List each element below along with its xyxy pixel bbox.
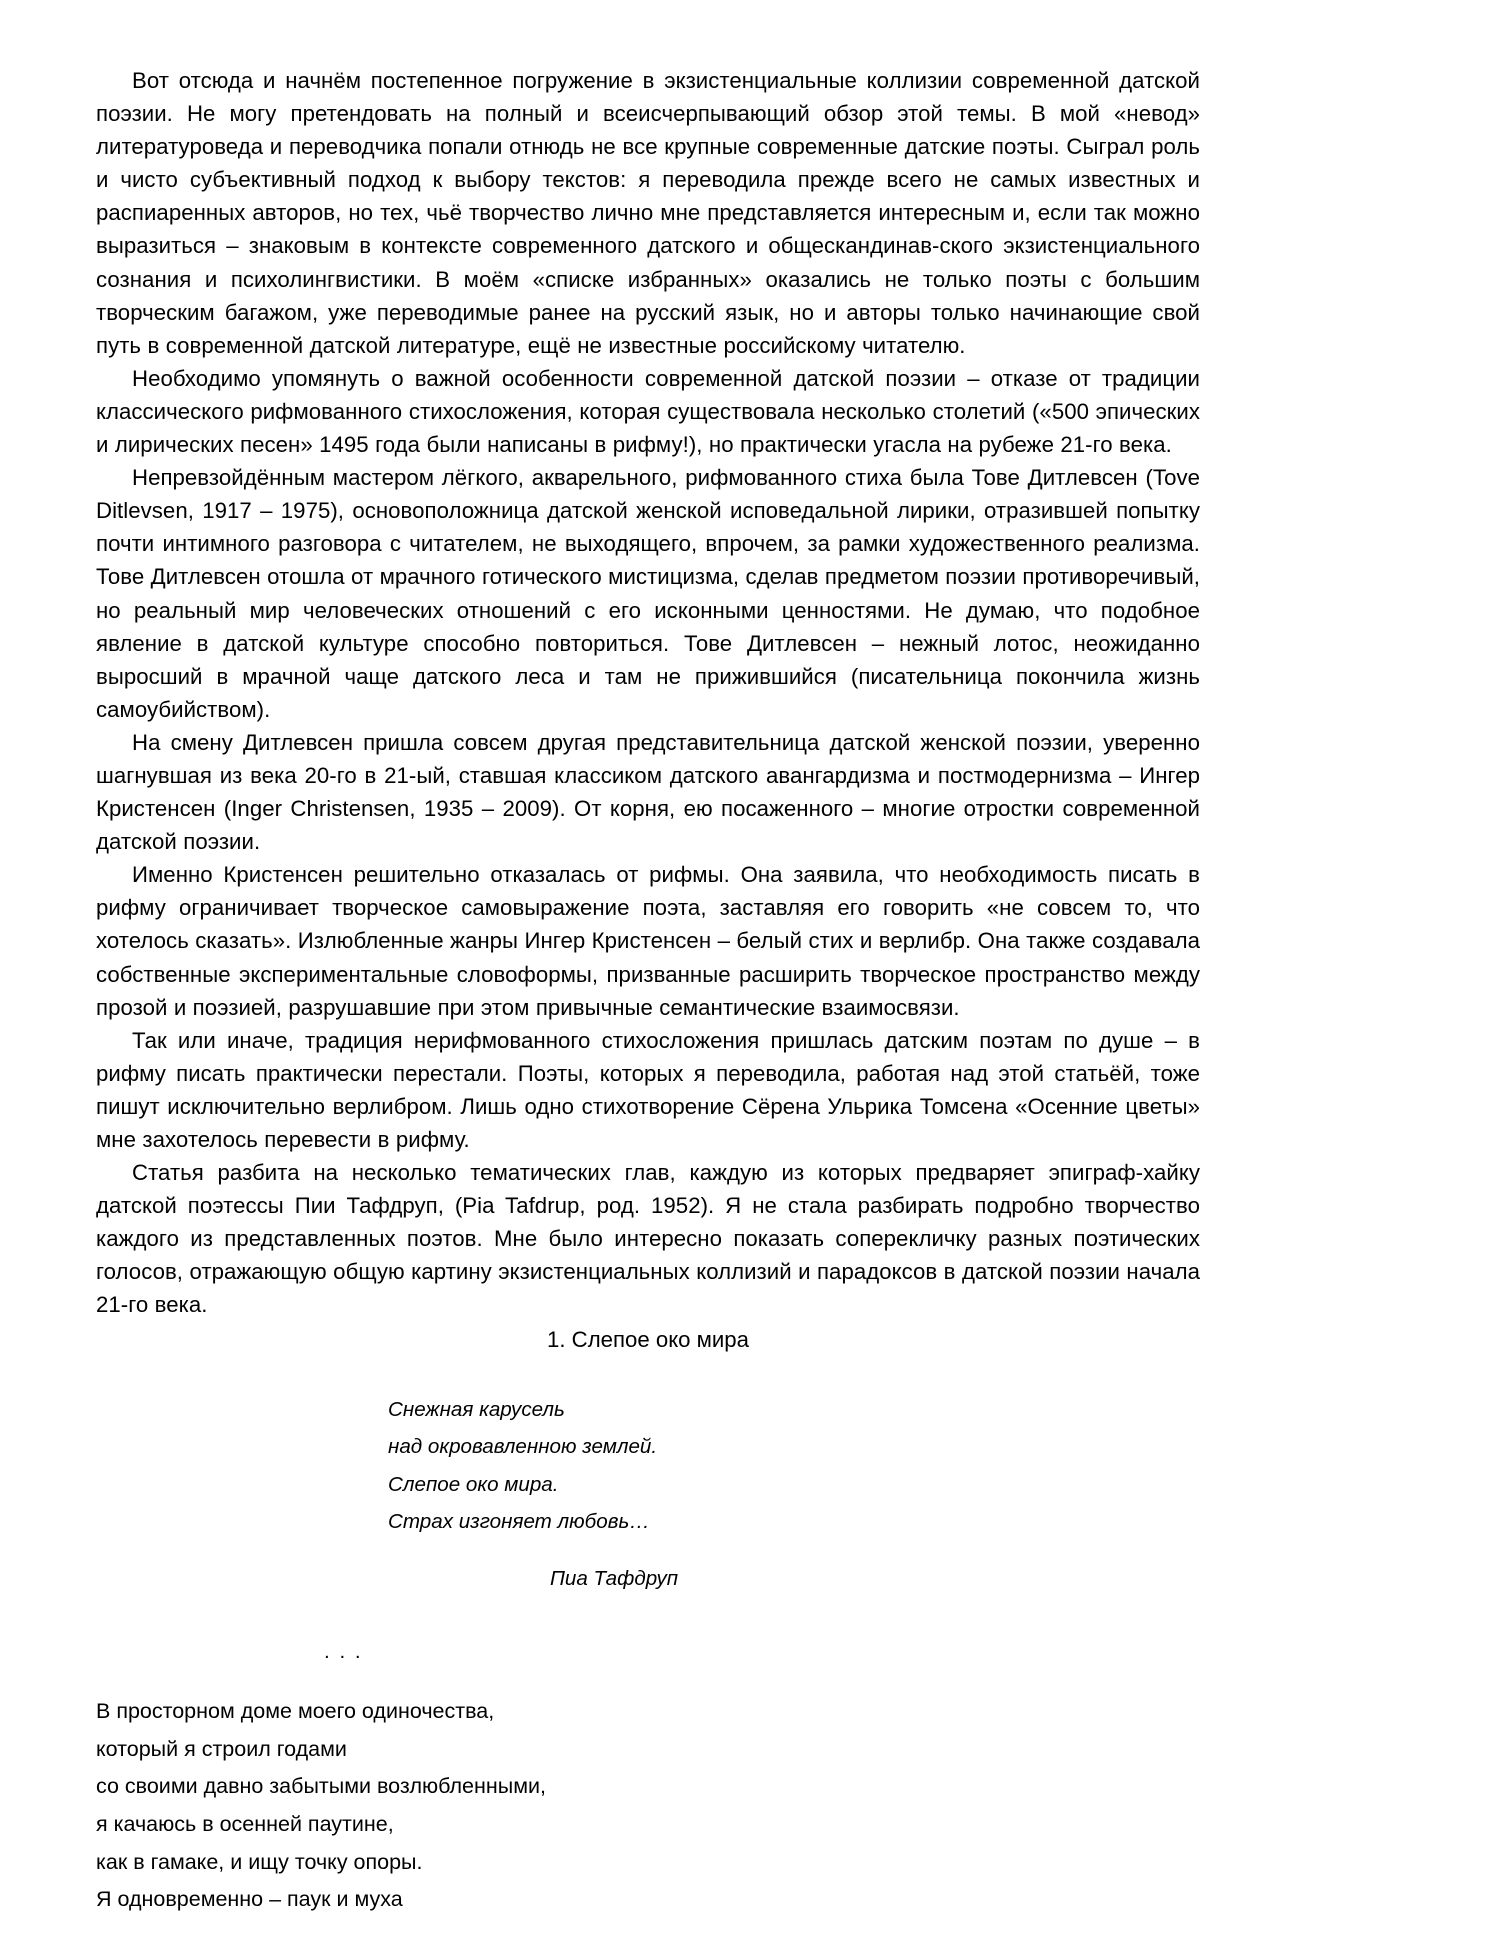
verse-line: я качаюсь в осенней паутине, [96, 1811, 394, 1836]
epigraph-line: Слепое око мира. [388, 1472, 559, 1496]
paragraph-tove-ditlevsen: Непревзойдённым мастером лёгкого, акварельного, рифмованного стиха была Тове Дитлевсен (Tove Ditlevsen, 1917 – 1975), основоположница датской женской исповедальной лирики, отразившей попытку почти интимного разговора с читателем, не выходящего, впрочем, за рамки художественного реализма. Тове Дитлевсен отошла от мрачного готического мистицизма, сделав предметом поэзии противоречивый, но реальный мир человеческих отношений с его исконными ценностями. Не думаю, что подобное явление в датской культуре способно повториться. Тове Дитлевсен – нежный лотос, неожиданно выросший в мрачной чаще датского леса и там не прижившийся (писательница покончила жизнь самоубийством). [96, 465, 1200, 722]
paragraph-intro: Вот отсюда и начнём постепенное погружение в экзистенциальные коллизии современной датской поэзии. Не могу претендовать на полный и всеисчерпывающий обзор этой темы. В мой «невод» литературоведа и переводчика попали отнюдь не все крупные современные датские поэты. Сыграл роль и чисто субъективный подход к выбору текстов: я переводила прежде всего не самых известных и распиаренных авторов, но тех, чьё творчество лично мне представляется интересным и, если так можно выразиться – знаковым в контексте современного датского и общескандинав-ского экзистенциального сознания и психолингвистики. В моём «списке избранных» оказались не только поэты с большим творческим багажом, уже переводимые ранее на русский язык, но и авторы только начинающие свой путь в современной датской литературе, ещё не известные российскому читателю. [96, 68, 1200, 358]
epigraph-block [96, 1391, 908, 1598]
verse-line: который я строил годами [96, 1736, 347, 1761]
section-heading: 1. Слепое око мира [547, 1326, 749, 1352]
epigraph-attribution: Пиа Тафдруп [550, 1566, 679, 1590]
epigraph-line: Страх изгоняет любовь… [388, 1510, 650, 1534]
verse-line: В просторном доме моего одиночества, [96, 1699, 495, 1724]
paragraph-article-structure: Статья разбита на несколько тематических глав, каждую из которых предваряет эпиграф-хайку датской поэтессы Пии Тафдруп, (Pia Tafdrup, род. 1952). Я не стала разбирать подробно творчество каждого из представленных поэтов. Мне было интересно показать соперекличку разных поэтических голосов, отражающую общую картину экзистенциальных коллизий и парадоксов в датской поэзии начала 21-го века. [96, 1160, 1200, 1318]
verse-line: Я одновременно – паук и муха [96, 1887, 403, 1912]
epigraph-line: над окровавленною землей. [388, 1435, 658, 1459]
paragraph-inger-christensen: На смену Дитлевсен пришла совсем другая представительница датской женской поэзии, уверенно шагнувшая из века 20-го в 21-ый, ставшая классиком датского авангардизма и постмодернизма – Ингер Кристенсен (Inger Christensen, 1935 – 2009). От корня, ею посаженного – многие отростки современной датской поэзии. [96, 729, 1200, 855]
epigraph-line: Снежная карусель [388, 1397, 565, 1421]
paragraph-christensen-rhyme-refusal: Именно Кристенсен решительно отказалась от рифмы. Она заявила, что необходимость писать в рифму ограничивает творческое самовыражение поэта, заставляя его говорить «не совсем то, что хотелось сказать». Излюбленные жанры Ингер Кристенсен – белый стих и верлибр. Она также создавала собственные экспериментальные словоформы, призванные расширить творческое пространство между прозой и поэзией, разрушавшие при этом привычные семантические взаимосвязи. [96, 862, 1200, 1020]
verse-block [96, 1693, 996, 1919]
verse-line: со своими давно забытыми возлюбленными, [96, 1774, 546, 1799]
paragraph-free-verse: Так или иначе, традиция нерифмованного стихосложения пришлась датским поэтам по душе – в рифму писать практически перестали. Поэты, которых я переводила, работая над этой статьёй, тоже пишут исключительно верлибром. Лишь одно стихотворение Сёрена Ульрика Томсена «Осенние цветы» мне захотелось перевести в рифму. [96, 1027, 1200, 1152]
article-body [96, 64, 1200, 1322]
paragraph-rhyme-tradition: Необходимо упомянуть о важной особенности современной датской поэзии – отказе от традиции классического рифмованного стихосложения, которая существовала несколько столетий («500 эпических и лирических песен» 1495 года были написаны в рифму!), но практически угасла на рубеже 21-го века. [96, 365, 1200, 458]
verse-line: как в гамаке, и ищу точку опоры. [96, 1849, 423, 1874]
dots-divider: . . . [324, 1640, 363, 1664]
